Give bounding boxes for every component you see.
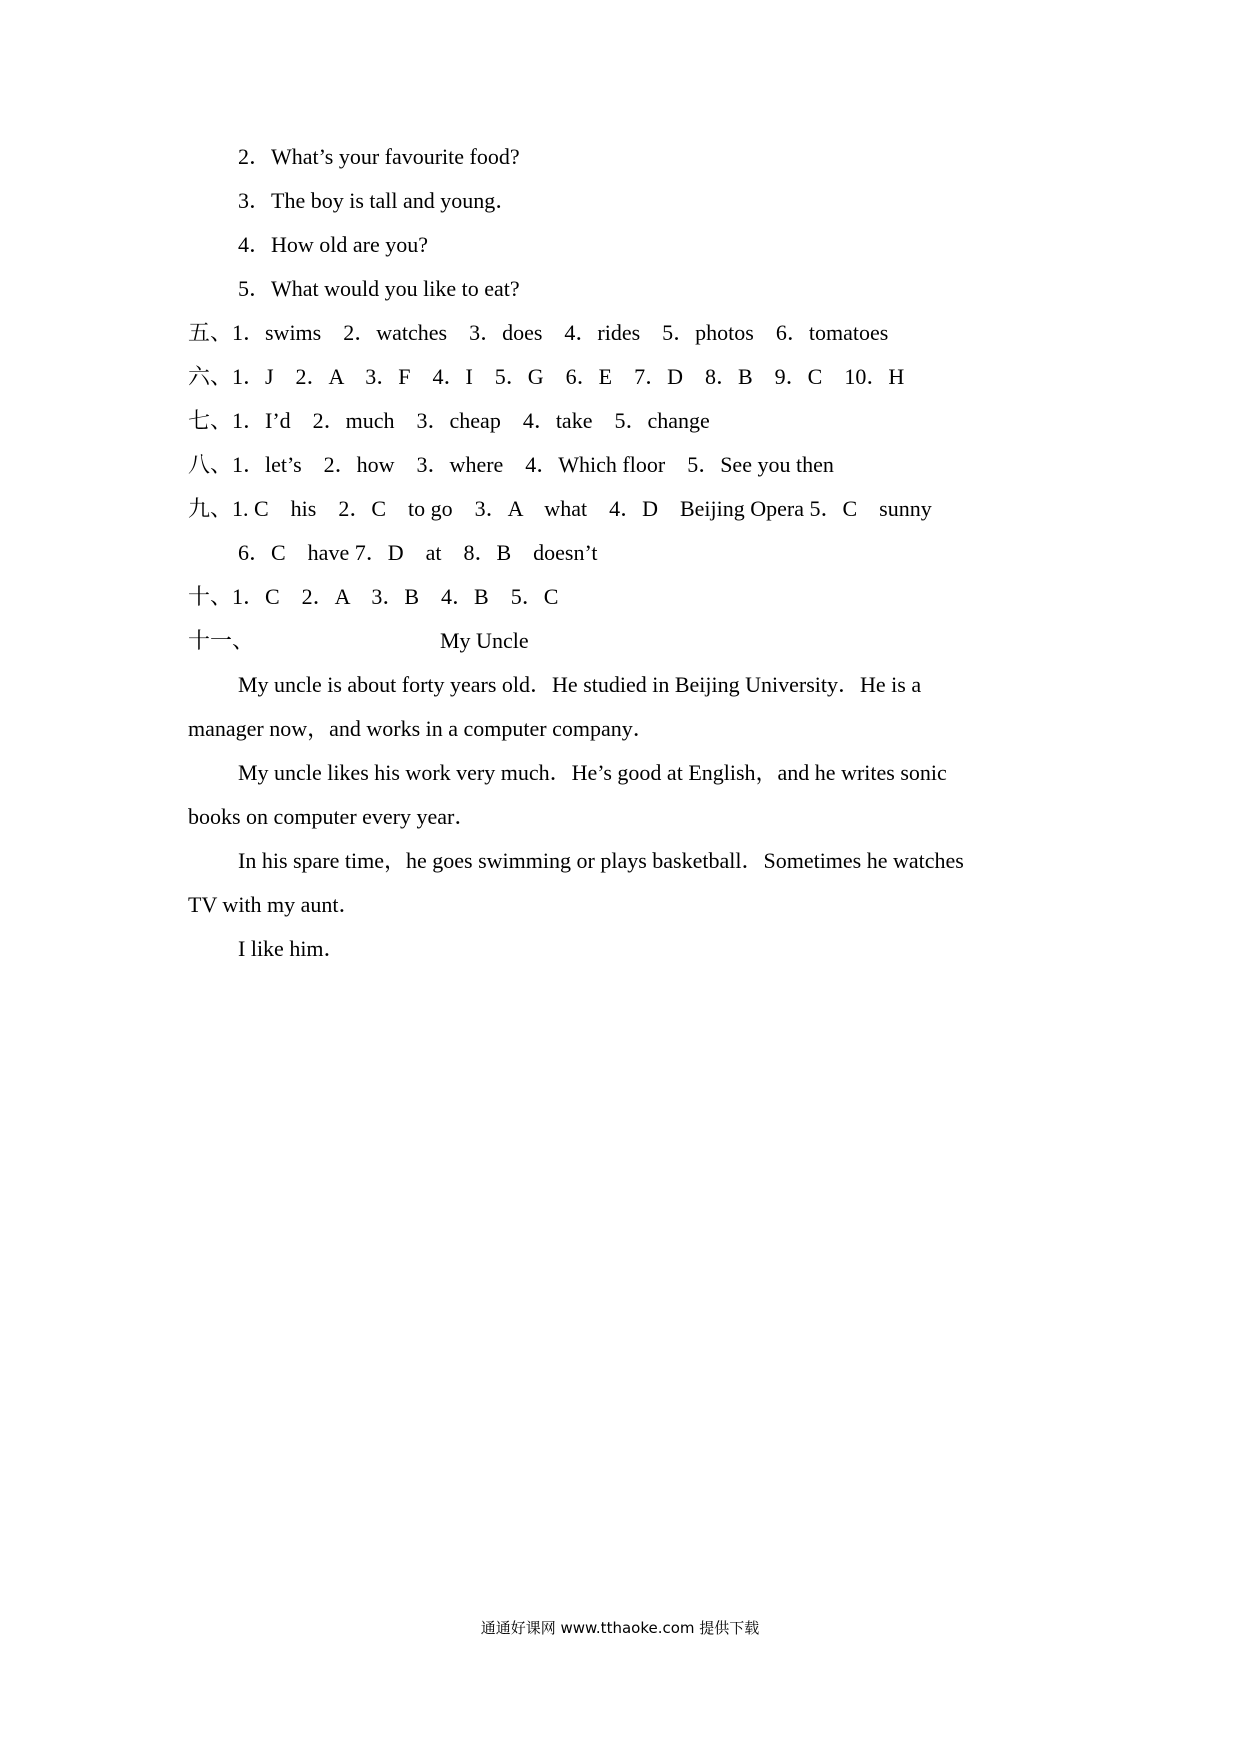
footer-text: 通通好课网 www.tthaoke.com 提供下载 — [480, 1619, 760, 1637]
section-10-answers: 十、1．C 2．A 3．B 4．B 5．C — [188, 584, 559, 609]
essay-line: books on computer every year． — [188, 804, 477, 829]
essay-line: In his spare time，he goes swimming or plays basketball．Sometimes he watches — [238, 848, 964, 873]
essay-line: manager now，and works in a computer company． — [188, 716, 655, 741]
essay-line: I like him． — [238, 936, 346, 961]
essay-line: TV with my aunt． — [188, 892, 361, 917]
answer-line: 4．How old are you? — [238, 232, 429, 257]
essay-title: My Uncle — [440, 628, 529, 653]
answer-line: 3．The boy is tall and young． — [238, 188, 518, 213]
section-5-answers: 五、1．swims 2．watches 3．does 4．rides 5．photos 6．tomatoes — [188, 320, 889, 345]
essay-line: My uncle is about forty years old．He studied in Beijing University．He is a — [238, 672, 922, 697]
section-8-answers: 八、1．let’s 2．how 3．where 4．Which floor 5．See you then — [188, 452, 834, 477]
section-11-label: 十一、 — [188, 628, 255, 653]
answer-line: 5．What would you like to eat? — [238, 276, 520, 301]
section-7-answers: 七、1．I’d 2．much 3．cheap 4．take 5．change — [188, 408, 710, 433]
essay-line: My uncle likes his work very much．He’s good at English，and he writes sonic — [238, 760, 947, 785]
section-6-answers: 六、1．J 2．A 3．F 4．I 5．G 6．E 7．D 8．B 9．C 10．H — [188, 364, 905, 389]
answer-line: 2．What’s your favourite food? — [238, 144, 520, 169]
section-9-answers-cont: 6．C have 7．D at 8．B doesn’t — [238, 540, 598, 565]
section-9-answers: 九、1. C his 2．C to go 3．A what 4．D Beijing Opera 5．C sunny — [188, 496, 932, 521]
